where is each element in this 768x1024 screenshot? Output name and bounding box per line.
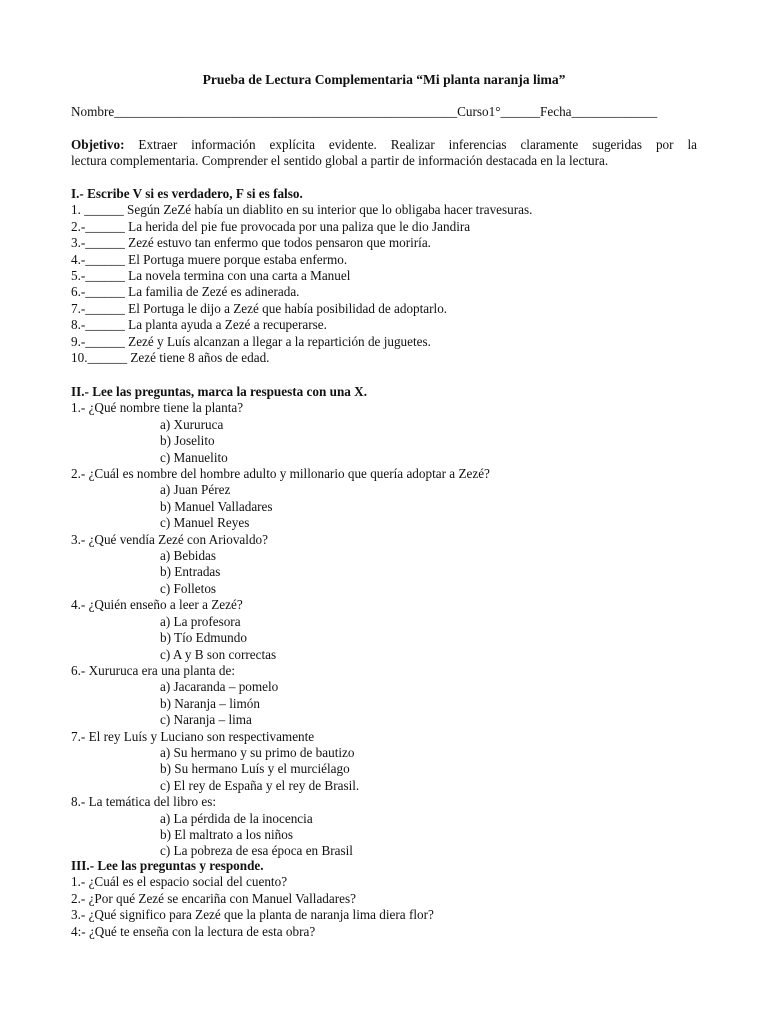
question: 4.- ¿Quién enseño a leer a Zezé? — [71, 597, 243, 613]
answer-option: a) La pérdida de la inocencia — [160, 810, 313, 826]
answer-option: b) Joselito — [160, 433, 215, 449]
list-item: 10.______ Zezé tiene 8 años de edad. — [71, 350, 270, 366]
list-item: 5.-______ La novela termina con una carta a Manuel — [71, 268, 351, 284]
section-heading: II.- Lee las preguntas, marca la respuesta con una X. — [71, 384, 367, 399]
list-item: 1. ______ Según ZeZé había un diablito en su interior que lo obligaba hacer travesuras. — [71, 202, 533, 218]
date-blank: _____________ — [571, 104, 658, 119]
question: 3.- ¿Qué vendía Zezé con Ariovaldo? — [71, 531, 268, 547]
section-heading: III.- Lee las preguntas y responde. — [71, 858, 264, 873]
answer-option: a) Juan Pérez — [160, 482, 231, 498]
name-label: Nombre — [71, 104, 115, 119]
list-item: 3.-______ Zezé estuvo tan enfermo que todos pensaron que moriría. — [71, 235, 431, 251]
list-item: 6.-______ La familia de Zezé es adinerada. — [71, 284, 300, 300]
section-true-false — [71, 186, 697, 366]
answer-option: b) El maltrato a los niños — [160, 826, 293, 842]
course-label: Curso1° — [457, 104, 501, 119]
answer-option: b) Naranja – limón — [160, 695, 260, 711]
date-label: Fecha — [540, 104, 572, 119]
answer-option: c) Manuelito — [160, 449, 228, 465]
objective-line-1 — [71, 137, 697, 153]
list-item: 3.- ¿Qué significo para Zezé que la planta de naranja lima diera flor? — [71, 907, 434, 923]
list-item: 4.-______ El Portuga muere porque estaba enfermo. — [71, 251, 348, 267]
question: 7.- El rey Luís y Luciano son respectivamente — [71, 728, 315, 744]
answer-option: c) El rey de España y el rey de Brasil. — [160, 777, 360, 793]
name-blank: ____________________________________________________ — [114, 104, 458, 119]
section-multiple-choice — [71, 384, 697, 860]
list-item: 1.- ¿Cuál es el espacio social del cuento? — [71, 874, 288, 890]
objective-paragraph — [71, 137, 697, 170]
course-blank: ______ — [500, 104, 541, 119]
page-title: Prueba de Lectura Complementaria “Mi planta naranja lima” — [202, 72, 566, 87]
answer-option: a) Su hermano y su primo de bautizo — [160, 744, 355, 760]
student-info-line — [71, 104, 697, 120]
list-item: 7.-______ El Portuga le dijo a Zezé que había posibilidad de adoptarlo. — [71, 300, 448, 316]
answer-option: c) La pobreza de esa época en Brasil — [160, 843, 353, 859]
list-item: 2.- ¿Por qué Zezé se encariña con Manuel Valladares? — [71, 890, 356, 906]
objective-text-1: Extraer información explícita evidente. Realizar inferencias claramente sugeridas por la — [138, 137, 697, 152]
question: 2.- ¿Cuál es nombre del hombre adulto y millonario que quería adoptar a Zezé? — [71, 466, 490, 482]
question: 6.- Xururuca era una planta de: — [71, 662, 236, 678]
section-heading: I.- Escribe V si es verdadero, F si es falso. — [71, 186, 303, 201]
question: 8.- La temática del libro es: — [71, 794, 217, 810]
answer-option: c) Naranja – lima — [160, 712, 252, 728]
section-open-questions — [71, 858, 697, 940]
answer-option: b) Manuel Valladares — [160, 498, 273, 514]
answer-option: a) Bebidas — [160, 548, 217, 564]
list-item: 2.-______ La herida del pie fue provocada por una paliza que le dio Jandira — [71, 218, 471, 234]
answer-option: c) Manuel Reyes — [160, 515, 250, 531]
answer-option: a) La profesora — [160, 613, 241, 629]
objective-label: Objetivo: — [71, 137, 125, 152]
answer-option: c) A y B son correctas — [160, 646, 277, 662]
answer-option: b) Tío Edmundo — [160, 630, 247, 646]
list-item: 9.-______ Zezé y Luís alcanzan a llegar a la repartición de juguetes. — [71, 333, 431, 349]
answer-option: b) Entradas — [160, 564, 221, 580]
answer-option: a) Xururuca — [160, 416, 224, 432]
answer-option: b) Su hermano Luís y el murciélago — [160, 761, 350, 777]
list-item: 4:- ¿Qué te enseña con la lectura de esta obra? — [71, 923, 316, 939]
answer-option: c) Folletos — [160, 580, 217, 596]
list-item: 8.-______ La planta ayuda a Zezé a recuperarse. — [71, 317, 327, 333]
answer-option: a) Jacaranda – pomelo — [160, 679, 279, 695]
question: 1.- ¿Qué nombre tiene la planta? — [71, 400, 244, 416]
objective-line-2: lectura complementaria. Comprender el sentido global a partir de información destacada en la lectura. — [71, 153, 609, 169]
